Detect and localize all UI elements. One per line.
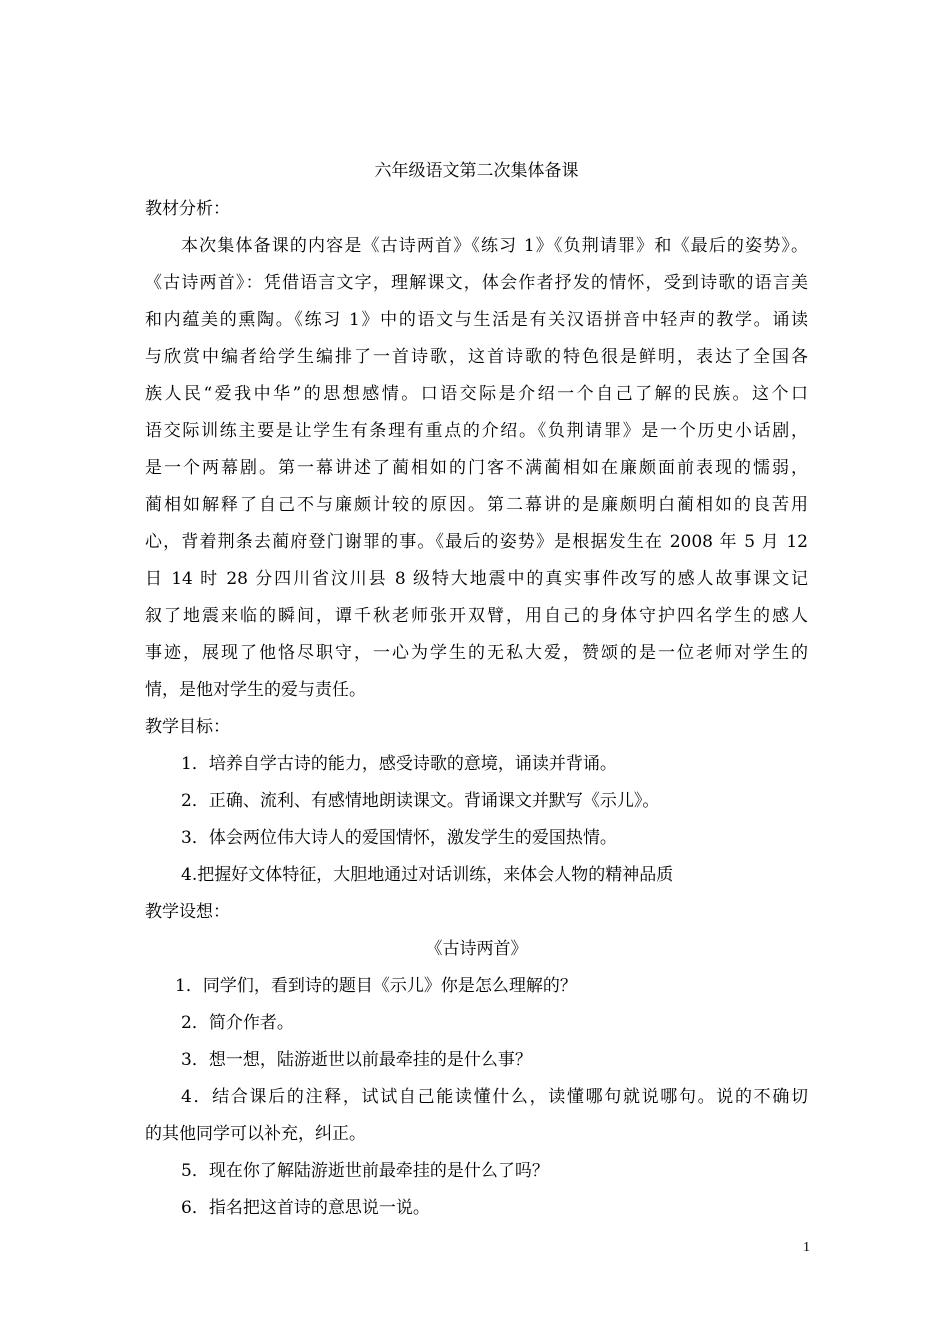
- step-item: 1．同学们，看到诗的题目《示儿》你是怎么理解的？: [175, 976, 577, 996]
- goal-item: 2．正确、流利、有感情地朗读课文。背诵课文并默写《示儿》。: [181, 791, 660, 811]
- step-item: 4．结合课后的注释，试试自己能读懂什么，读懂哪句就说哪句。说的不确切: [181, 1087, 808, 1107]
- goal-item: 4.把握好文体特征，大胆地通过对话训练，来体会人物的精神品质: [181, 865, 674, 885]
- paragraph-line: 心，背着荆条去蔺府登门谢罪的事。《最后的姿势》是根据发生在 2008 年 5 月 12: [145, 532, 808, 552]
- section-heading-analysis: 教材分析：: [145, 199, 230, 219]
- step-item: 的其他同学可以补充，纠正。: [145, 1124, 366, 1144]
- document-body: [145, 191, 808, 1227]
- paragraph-line: 语交际训练主要是让学生有条理有重点的介绍。《负荆请罪》是一个历史小话剧，: [145, 421, 808, 441]
- paragraph-line: 族人民“爱我中华”的思想感情。口语交际是介绍一个自己了解的民族。这个口: [145, 384, 808, 404]
- document-title: 六年级语文第二次集体备课: [374, 161, 579, 181]
- paragraph-line: 和内蕴美的熏陶。《练习 1》中的语文与生活是有关汉语拼音中轻声的教学。诵读: [145, 310, 808, 330]
- paragraph-line: 与欣赏中编者给学生编排了一首诗歌，这首诗歌的特色很是鲜明，表达了全国各: [145, 347, 808, 367]
- paragraph-line: 事迹，展现了他恪尽职守，一心为学生的无私大爱，赞颂的是一位老师对学生的: [145, 643, 808, 663]
- paragraph-line: 情，是他对学生的爱与责任。: [145, 680, 366, 700]
- page-number: 1: [803, 1240, 810, 1255]
- step-item: 5．现在你了解陆游逝世前最牵挂的是什么了吗？: [181, 1161, 549, 1181]
- step-item: 6．指名把这首诗的意思说一说。: [181, 1198, 430, 1218]
- paragraph-line: 是一个两幕剧。第一幕讲述了蔺相如的门客不满蔺相如在廉颇面前表现的懦弱，: [145, 458, 808, 478]
- step-item: 3．想一想，陆游逝世以前最牵挂的是什么事？: [181, 1050, 532, 1070]
- paragraph-line: 本次集体备课的内容是《古诗两首》《练习 1》《负荆请罪》和《最后的姿势》。: [181, 236, 808, 256]
- paragraph-line: 《古诗两首》：凭借语言文字，理解课文，体会作者抒发的情怀，受到诗歌的语言美: [145, 273, 808, 293]
- section-heading-design: 教学设想：: [145, 902, 230, 922]
- paragraph-line: 蔺相如解释了自己不与廉颇计较的原因。第二幕讲的是廉颇明白蔺相如的良苦用: [145, 495, 808, 515]
- section-heading-goals: 教学目标：: [145, 717, 230, 737]
- goal-item: 3．体会两位伟大诗人的爱国情怀，激发学生的爱国热情。: [181, 828, 617, 848]
- goal-item: 1．培养自学古诗的能力，感受诗歌的意境，诵读并背诵。: [181, 754, 617, 774]
- step-item: 2．简介作者。: [181, 1013, 294, 1033]
- paragraph-line: 叙了地震来临的瞬间，谭千秋老师张开双臂，用自己的身体守护四名学生的感人: [145, 606, 808, 626]
- paragraph-line: 日 14 时 28 分四川省汶川县 8 级特大地震中的真实事件改写的感人故事课文记: [145, 569, 808, 589]
- lesson-subtitle: 《古诗两首》: [425, 939, 528, 959]
